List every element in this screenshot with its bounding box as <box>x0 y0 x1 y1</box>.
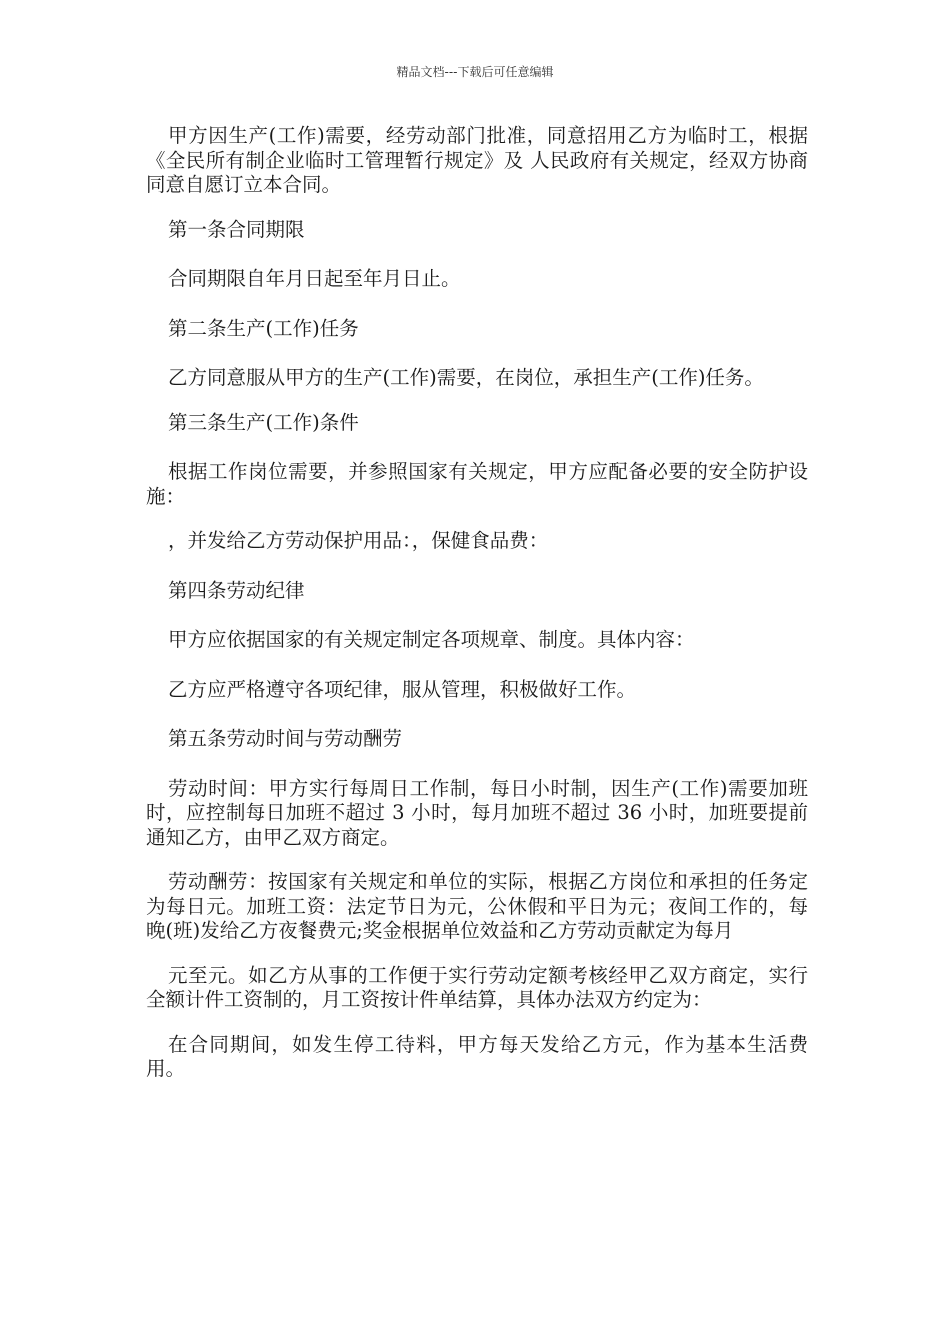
article-5-standby-pay: 在合同期间，如发生停工待料，甲方每天发给乙方元，作为基本生活费用。 <box>146 1032 808 1080</box>
article-5-heading: 第五条劳动时间与劳动酬劳 <box>168 727 403 750</box>
article-5-work-hours: 劳动时间：甲方实行每周日工作制，每日小时制，因生产(工作)需要加班时，应控制每日加班不超过 3 小时，每月加班不超过 36 小时，加班要提前通知乙方，由甲乙双方商定。 <box>146 776 808 849</box>
document-body <box>146 124 808 1102</box>
article-4-body-continued: 乙方应严格遵守各项纪律，服从管理，积极做好工作。 <box>168 677 637 701</box>
article-3-body: 根据工作岗位需要，并参照国家有关规定，甲方应配备必要的安全防护设施： <box>146 460 808 508</box>
page-header: 精品文档---下载后可任意编辑 <box>396 65 554 79</box>
article-4-body: 甲方应依据国家的有关规定制定各项规章、制度。具体内容： <box>168 628 695 651</box>
article-2-heading: 第二条生产(工作)任务 <box>168 316 359 340</box>
article-1-body: 合同期限自年月日起至年月日止。 <box>168 267 461 290</box>
article-1-heading: 第一条合同期限 <box>168 217 305 241</box>
article-5-piecework: 元至元。如乙方从事的工作便于实行劳动定额考核经甲乙双方商定，实行全额计件工资制的，月工资按计件单结算，具体办法双方约定为： <box>146 963 808 1011</box>
article-5-remuneration: 劳动酬劳：按国家有关规定和单位的实际，根据乙方岗位和承担的任务定为每日元。加班工资：法定节日为元，公休假和平日为元；夜间工作的，每晚(班)发给乙方夜餐费元;奖金根据单位效益和乙方劳动贡献定为每月 <box>146 870 808 942</box>
article-2-body: 乙方同意服从甲方的生产(工作)需要，在岗位，承担生产(工作)任务。 <box>168 366 764 389</box>
article-3-body-continued: ，并发给乙方劳动保护用品：，保健食品费： <box>168 529 549 552</box>
article-4-heading: 第四条劳动纪律 <box>168 578 305 602</box>
paragraph-intro: 甲方因生产(工作)需要，经劳动部门批准，同意招用乙方为临时工，根据《全民所有制企业临时工管理暂行规定》及 人民政府有关规定，经双方协商同意自愿订立本合同。 <box>146 124 808 196</box>
article-3-heading: 第三条生产(工作)条件 <box>168 410 359 434</box>
